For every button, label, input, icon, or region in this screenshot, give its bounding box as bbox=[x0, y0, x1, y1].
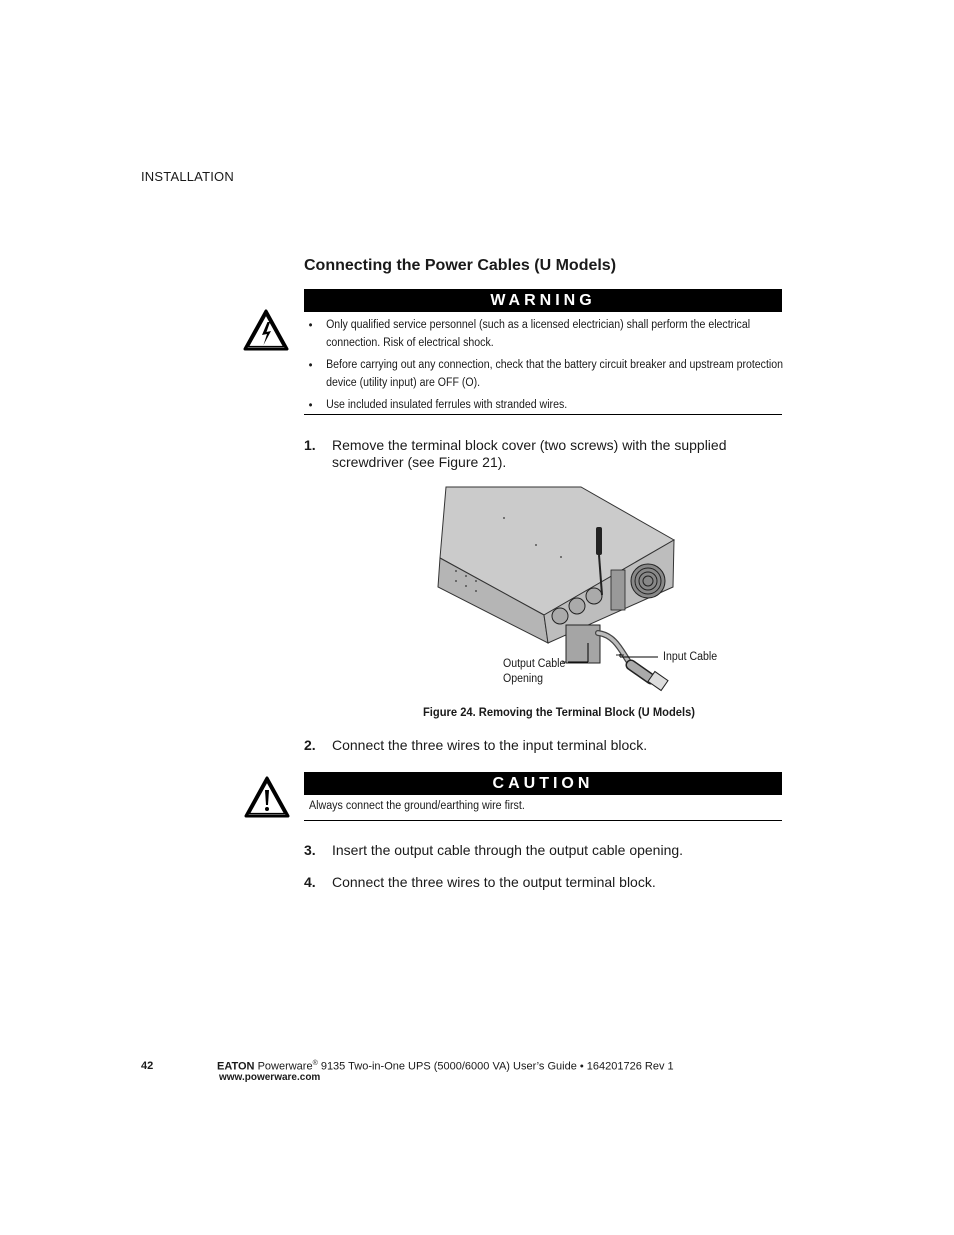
footer-registered-mark: ® bbox=[312, 1060, 318, 1067]
step-text: Connect the three wires to the output terminal block. bbox=[332, 874, 656, 890]
step-2 bbox=[304, 737, 782, 754]
footer-brand: EATON bbox=[217, 1060, 255, 1073]
footer-product: Powerware bbox=[257, 1060, 313, 1073]
footer-doc-line bbox=[217, 1060, 674, 1073]
output-cable-callout-line1: Output Cable bbox=[503, 658, 566, 670]
caution-text: Always connect the ground/earthing wire first. bbox=[309, 800, 525, 812]
warning-bullet: • Only qualified service personnel (such as a licensed electrician) shall perform the electrical connection. Risk of electrical shock. bbox=[304, 316, 801, 352]
step-number: 1. bbox=[304, 437, 316, 453]
step-4 bbox=[304, 874, 782, 891]
figure-caption: Figure 24. Removing the Terminal Block (U Models) bbox=[422, 705, 696, 719]
step-text: Insert the output cable through the output cable opening. bbox=[332, 842, 684, 858]
warning-bottom-rule bbox=[304, 414, 782, 415]
warning-banner: WARNING bbox=[304, 289, 782, 312]
step-number: 3. bbox=[304, 842, 316, 858]
section-heading: Connecting the Power Cables (U Models) bbox=[304, 257, 617, 274]
output-cable-callout-line2: Opening bbox=[503, 673, 544, 685]
input-cable-callout: Input Cable bbox=[663, 651, 718, 663]
caution-exclamation-icon bbox=[243, 775, 291, 819]
warning-bullet: • Use included insulated ferrules with stranded wires. bbox=[304, 396, 801, 414]
callout-lines bbox=[560, 642, 670, 672]
step-3 bbox=[304, 842, 782, 859]
footer-url: www.powerware.com bbox=[219, 1072, 321, 1083]
step-text: Connect the three wires to the input terminal block. bbox=[332, 737, 648, 753]
section-label: INSTALLATION bbox=[141, 169, 234, 184]
footer-description: 9135 Two-in-One UPS (5000/6000 VA) User’s Guide • 164201726 Rev 1 bbox=[317, 1060, 674, 1073]
caution-banner: CAUTION bbox=[304, 772, 782, 795]
electrical-hazard-icon bbox=[242, 308, 290, 352]
step-number: 2. bbox=[304, 737, 316, 753]
warning-bullet: • Before carrying out any connection, check that the battery circuit breaker and upstream protection device (utility input) are OFF (O). bbox=[304, 356, 801, 392]
caution-bottom-rule bbox=[304, 820, 782, 821]
page-number: 42 bbox=[141, 1060, 154, 1072]
step-number: 4. bbox=[304, 874, 316, 890]
warning-bullet-list bbox=[304, 316, 782, 418]
step-text: Remove the terminal block cover (two screws) with the supplied screwdriver (see Figure 21). bbox=[332, 437, 727, 470]
step-1 bbox=[304, 437, 782, 471]
